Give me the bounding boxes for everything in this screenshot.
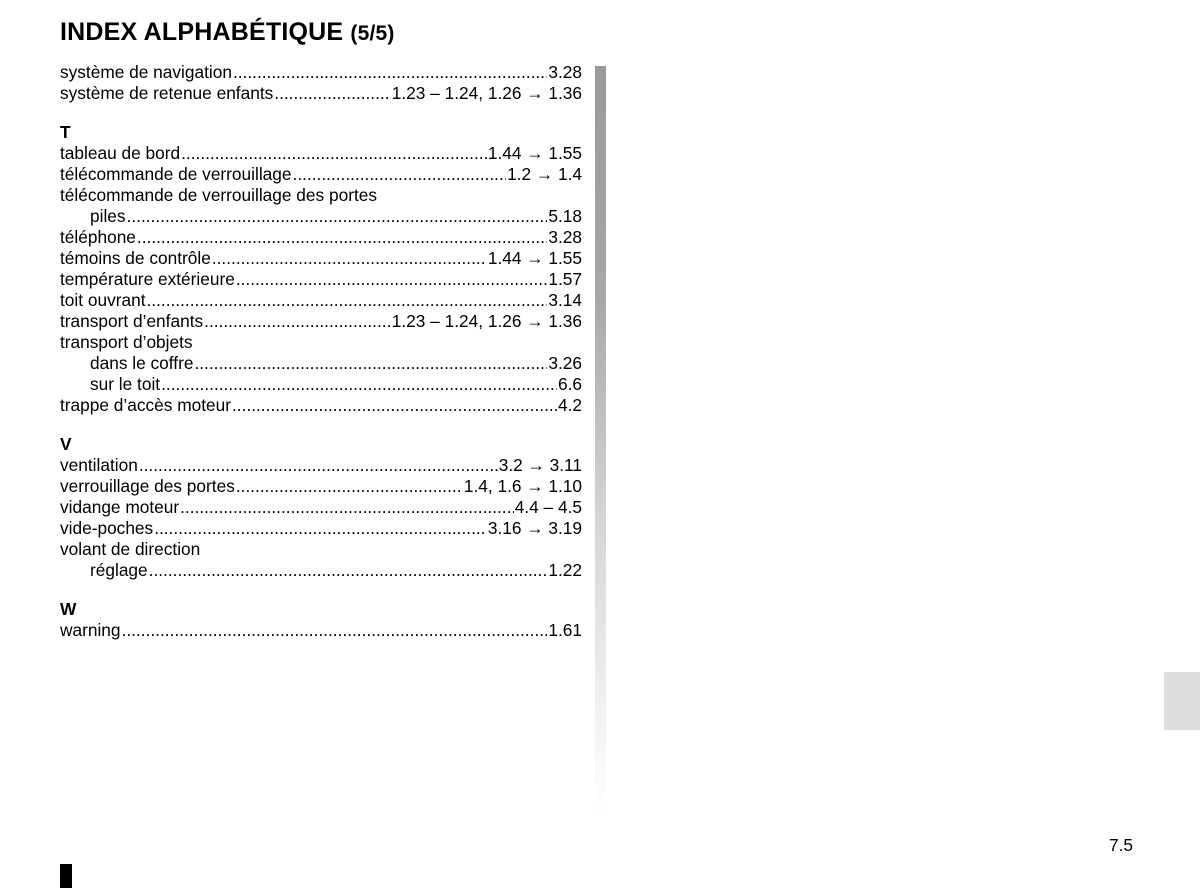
alphabetical-index: [60, 62, 582, 641]
corner-crop-mark: [60, 864, 72, 888]
index-term: warning: [60, 620, 121, 640]
index-subentry: [60, 560, 582, 581]
index-term: ventilation: [60, 455, 138, 475]
section-letter-w: W: [60, 599, 77, 619]
index-page-ref: 1.4, 1.6 → 1.10: [463, 476, 582, 496]
index-term: réglage: [90, 560, 148, 580]
index-page-ref: 6.6: [557, 374, 582, 394]
dot-leader: [274, 83, 390, 104]
dot-leader: [161, 374, 557, 395]
dot-leader: [233, 62, 547, 83]
index-entry: [60, 476, 582, 497]
index-term: transport d’enfants: [60, 311, 204, 331]
index-page-ref: 5.18: [548, 206, 582, 226]
page-title-part-indicator: (5/5): [350, 22, 395, 45]
index-term: système de navigation: [60, 62, 232, 82]
dot-leader: [122, 620, 548, 641]
index-page-ref: 3.28: [548, 62, 582, 82]
index-entry-group: [60, 539, 582, 560]
index-term: verrouillage des portes: [60, 476, 235, 496]
index-term: toit ouvrant: [60, 290, 146, 310]
index-entry: [60, 62, 582, 83]
index-entry: [60, 269, 582, 290]
dot-leader: [137, 227, 547, 248]
dot-leader: [154, 518, 487, 539]
index-entry: [60, 518, 582, 539]
index-entry: [60, 620, 582, 641]
dot-leader: [180, 497, 514, 518]
page-title-text: INDEX ALPHABÉTIQUE: [60, 18, 344, 46]
index-term: témoins de contrôle: [60, 248, 211, 268]
index-term: téléphone: [60, 227, 136, 247]
index-subentry: [60, 206, 582, 227]
index-term: vide-poches: [60, 518, 154, 538]
dot-leader: [236, 476, 463, 497]
dot-leader: [147, 290, 548, 311]
dot-leader: [293, 164, 507, 185]
index-term: dans le coffre: [90, 353, 194, 373]
index-term: tableau de bord: [60, 143, 181, 163]
index-term: trappe d’accès moteur: [60, 395, 231, 415]
index-term: système de retenue enfants: [60, 83, 274, 103]
index-entry: [60, 311, 582, 332]
index-entry: [60, 455, 582, 476]
dot-leader: [212, 248, 487, 269]
index-page-ref: 1.23 – 1.24, 1.26 → 1.36: [391, 83, 582, 103]
index-entry: [60, 497, 582, 518]
index-entry: [60, 395, 582, 416]
index-term: télécommande de verrouillage: [60, 164, 292, 184]
dot-leader: [139, 455, 498, 476]
index-page-ref: 1.44 → 1.55: [487, 143, 582, 163]
index-entry: [60, 248, 582, 269]
index-page-ref: 1.61: [548, 620, 582, 640]
index-page-ref: 3.28: [548, 227, 582, 247]
dot-leader: [236, 269, 548, 290]
index-entry: [60, 290, 582, 311]
page-title: [60, 18, 395, 47]
index-page-ref: 3.2 → 3.11: [498, 455, 582, 475]
index-page-ref: 3.26: [548, 353, 582, 373]
index-page-ref: 1.23 – 1.24, 1.26 → 1.36: [391, 311, 582, 331]
index-entry: [60, 164, 582, 185]
index-entry: [60, 83, 582, 104]
index-entry-group: [60, 185, 582, 206]
dot-leader: [149, 560, 548, 581]
dot-leader: [181, 143, 487, 164]
dot-leader: [232, 395, 557, 416]
index-entry: [60, 227, 582, 248]
index-page-ref: 4.2: [557, 395, 582, 415]
index-term: température extérieure: [60, 269, 235, 289]
index-page-ref: 3.16 → 3.19: [487, 518, 582, 538]
dot-leader: [204, 311, 391, 332]
index-page-ref: 1.22: [548, 560, 582, 580]
index-term: sur le toit: [90, 374, 161, 394]
index-subentry: [60, 353, 582, 374]
index-page-ref: 3.14: [548, 290, 582, 310]
dot-leader: [127, 206, 548, 227]
index-entry-group: [60, 332, 582, 353]
index-term: piles: [90, 206, 126, 226]
chapter-thumb-tab: [1164, 672, 1200, 730]
index-page-ref: 1.44 → 1.55: [487, 248, 582, 268]
column-divider-bar: [595, 66, 606, 816]
section-letter-t: T: [60, 122, 71, 142]
dot-leader: [194, 353, 547, 374]
index-subentry: [60, 374, 582, 395]
index-page-ref: 4.4 – 4.5: [514, 497, 582, 517]
index-entry: [60, 143, 582, 164]
section-letter-v: V: [60, 434, 72, 454]
index-term: transport d’objets: [60, 332, 193, 352]
index-page-ref: 1.2 → 1.4: [507, 164, 582, 184]
index-term: télécommande de verrouillage des portes: [60, 185, 378, 205]
page-number: 7.5: [1109, 835, 1134, 855]
index-term: vidange moteur: [60, 497, 180, 517]
index-page-ref: 1.57: [548, 269, 582, 289]
index-term: volant de direction: [60, 539, 201, 559]
